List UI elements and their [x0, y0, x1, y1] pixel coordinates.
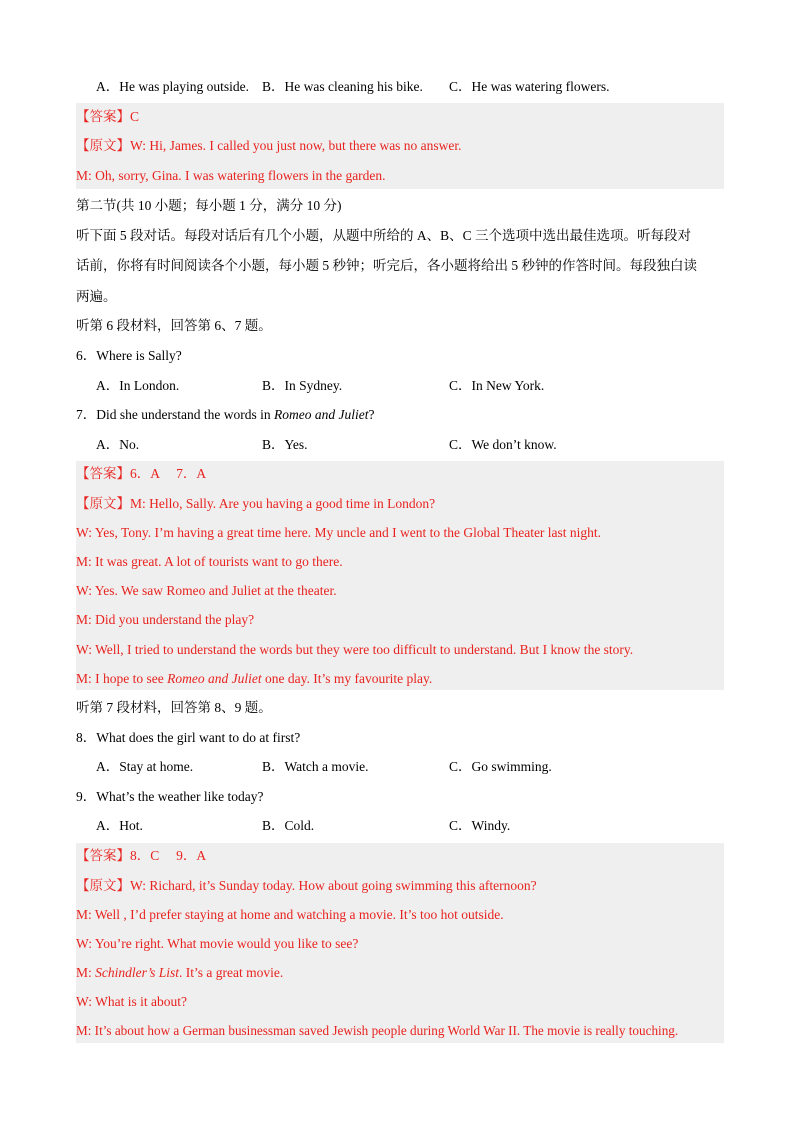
q7-option-a: A．No.: [96, 437, 140, 452]
script-2-line-2: W: Yes, Tony. I’m having a great time here. My uncle and I went to the Global Theater last night.: [76, 525, 602, 540]
q7-option-b: B．Yes.: [262, 437, 308, 452]
script-3-line-1: 【原文】W: Richard, it’s Sunday today. How about going swimming this afternoon?: [76, 878, 537, 893]
script-label: 【原文】: [76, 878, 130, 893]
script-2-line-7: M: I hope to see Romeo and Juliet one day. It’s my favourite play.: [76, 671, 433, 686]
answer-2: 【答案】6．A 7．A: [76, 466, 207, 481]
q5-option-b: B．He was cleaning his bike.: [262, 79, 423, 94]
q9-option-b: B．Cold.: [262, 818, 315, 833]
script-3-line-6: M: It’s about how a German businessman saved Jewish people during World War II. The movie is really touching.: [76, 1023, 679, 1038]
question-6: 6．Where is Sally?: [76, 348, 182, 363]
q8-option-c: C．Go swimming.: [449, 759, 552, 774]
question-9: 9．What’s the weather like today?: [76, 789, 264, 804]
group6-header: 听第 6 段材料，回答第 6、7 题。: [76, 318, 272, 333]
script-2-line-1: 【原文】M: Hello, Sally. Are you having a good time in London?: [76, 496, 436, 511]
script-2-line-3: M: It was great. A lot of tourists want to go there.: [76, 554, 343, 569]
script-2-line-5: M: Did you understand the play?: [76, 612, 255, 627]
script-2-line-4: W: Yes. We saw Romeo and Juliet at the theater.: [76, 583, 337, 598]
instructions-1: 听下面 5 段对话。每段对话后有几个小题，从题中所给的 A、B、C 三个选项中选出最佳选项。听每段对: [76, 228, 692, 243]
script-3-line-4: M: Schindler’s List. It’s a great movie.: [76, 965, 284, 980]
script-2-line-6: W: Well, I tried to understand the words but they were too difficult to understand. But I know the story.: [76, 642, 634, 657]
answer-3: 【答案】8．C 9．A: [76, 848, 207, 863]
question-8: 8．What does the girl want to do at first?: [76, 730, 301, 745]
answer-1: 【答案】C: [76, 109, 140, 124]
script-3-line-3: W: You’re right. What movie would you like to see?: [76, 936, 359, 951]
instructions-3: 两遍。: [76, 289, 117, 304]
title-romeo-juliet: Romeo and Juliet: [273, 407, 369, 422]
title-schindlers-list: Schindler’s List: [95, 965, 180, 980]
q8-option-b: B．Watch a movie.: [262, 759, 369, 774]
q8-option-a: A．Stay at home.: [96, 759, 194, 774]
q6-option-b: B．In Sydney.: [262, 378, 343, 393]
q5-option-a: A．He was playing outside.: [96, 79, 249, 94]
group7-header: 听第 7 段材料，回答第 8、9 题。: [76, 700, 272, 715]
q5-option-c: C．He was watering flowers.: [449, 79, 610, 94]
section-title: 第二节(共 10 小题；每小题 1 分，满分 10 分): [76, 198, 342, 213]
script-3-line-5: W: What is it about?: [76, 994, 187, 1009]
script-label: 【原文】: [76, 138, 130, 153]
q9-option-a: A．Hot.: [96, 818, 143, 833]
q7-option-c: C．We don’t know.: [449, 437, 557, 452]
script-1-line-1: 【原文】W: Hi, James. I called you just now, but there was no answer.: [76, 138, 462, 153]
q6-option-a: A．In London.: [96, 378, 180, 393]
q6-option-c: C．In New York.: [449, 378, 545, 393]
script-1-line-2: M: Oh, sorry, Gina. I was watering flowers in the garden.: [76, 168, 386, 183]
script-label: 【原文】: [76, 496, 130, 511]
question-7: 7．Did she understand the words in Romeo and Juliet?: [76, 407, 375, 422]
q9-option-c: C．Windy.: [449, 818, 511, 833]
instructions-2: 话前，你将有时间阅读各个小题，每小题 5 秒钟；听完后，各小题将给出 5 秒钟的作答时间。每段独白读: [76, 258, 697, 273]
script-3-line-2: M: Well , I’d prefer staying at home and watching a movie. It’s too hot outside.: [76, 907, 504, 922]
